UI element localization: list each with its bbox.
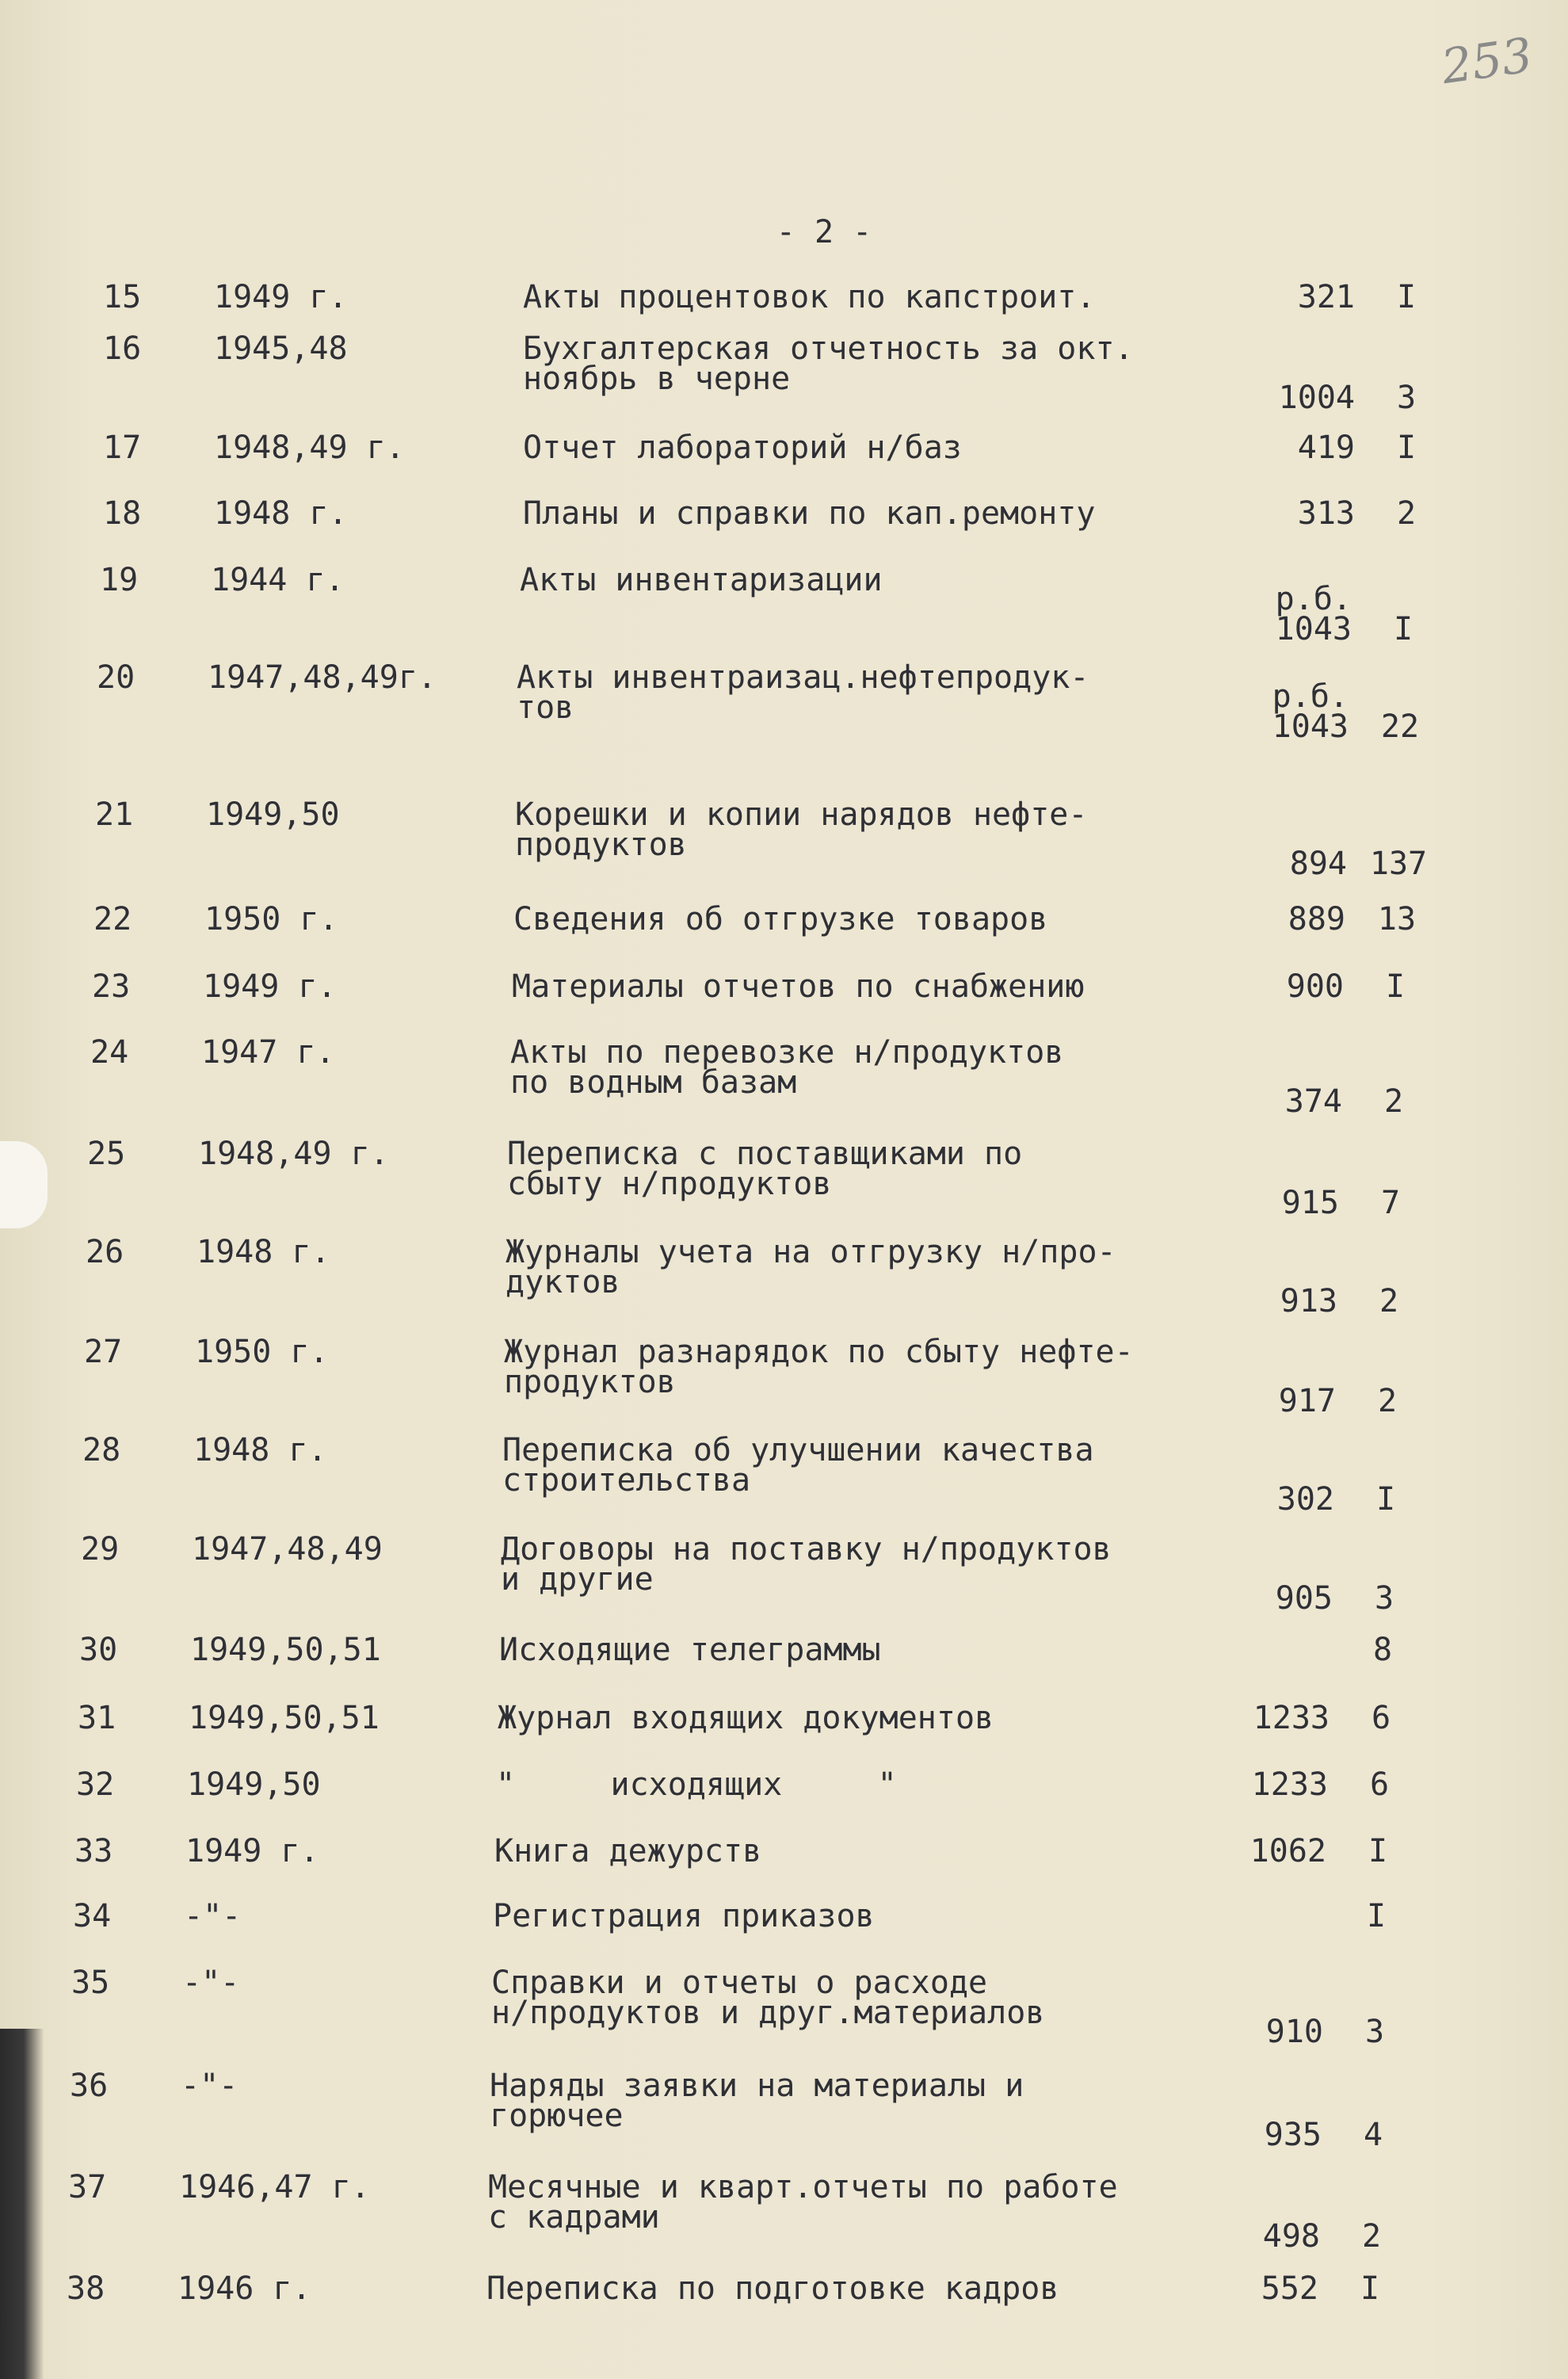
- item-count: I: [1375, 1481, 1396, 1518]
- item-number: 19: [100, 562, 139, 598]
- item-fond: 1062: [1249, 1833, 1326, 1869]
- item-count: I: [1396, 279, 1417, 315]
- scan-edge-shadow: [0, 2029, 44, 2379]
- item-years: 1946,47 г.: [179, 2169, 370, 2205]
- item-fond: 419: [1297, 430, 1355, 466]
- item-fond: 900: [1286, 968, 1344, 1005]
- item-fond: 1043: [1275, 611, 1352, 647]
- item-number: 20: [97, 659, 135, 696]
- item-title: Корешки и копии нарядов нефте-: [515, 796, 1088, 833]
- item-count: 6: [1369, 1766, 1390, 1803]
- item-count: 6: [1371, 1700, 1391, 1736]
- item-fond: 498: [1262, 2218, 1320, 2255]
- item-fond: 313: [1297, 495, 1355, 532]
- item-title: по водным базам: [510, 1064, 797, 1101]
- item-years: 1949,50,51: [190, 1632, 381, 1668]
- item-years: 1946 г.: [177, 2270, 311, 2307]
- item-title: Наряды заявки на материалы и: [490, 2068, 1024, 2104]
- item-number: 33: [74, 1833, 113, 1869]
- item-years: 1949,50: [187, 1766, 321, 1803]
- item-number: 28: [82, 1432, 121, 1468]
- item-number: 16: [103, 330, 142, 367]
- item-title: Переписка с поставщиками по: [507, 1136, 1023, 1172]
- item-count: I: [1396, 430, 1417, 466]
- item-title: Переписка об улучшении качества: [502, 1432, 1094, 1468]
- item-title: сбыту н/продуктов: [507, 1166, 832, 1202]
- item-count: 2: [1396, 495, 1417, 532]
- item-title: Справки и отчеты о расходе: [491, 1965, 988, 2001]
- item-years: 1948 г.: [214, 495, 348, 532]
- item-number: 15: [103, 279, 142, 315]
- item-number: 21: [95, 796, 134, 833]
- item-number: 26: [86, 1234, 124, 1270]
- item-number: 29: [81, 1531, 120, 1568]
- item-count: 2: [1383, 1083, 1404, 1120]
- item-fond: р.б.: [1275, 581, 1352, 617]
- item-title: дуктов: [505, 1264, 620, 1300]
- item-years: 1948,49 г.: [214, 430, 405, 466]
- item-title: Материалы отчетов по снабжению: [512, 968, 1085, 1005]
- item-number: 34: [73, 1898, 112, 1934]
- item-title: Договоры на поставку н/продуктов: [501, 1531, 1112, 1568]
- item-number: 23: [92, 968, 131, 1005]
- item-number: 27: [84, 1334, 123, 1370]
- item-count: 7: [1380, 1185, 1401, 1221]
- item-title: Акты по перевозке н/продуктов: [510, 1034, 1064, 1071]
- item-fond: 1004: [1278, 380, 1355, 416]
- item-number: 22: [93, 901, 132, 937]
- item-count: 13: [1377, 901, 1417, 937]
- item-fond: 1043: [1272, 708, 1349, 745]
- item-number: 30: [79, 1632, 118, 1668]
- item-years: 1950 г.: [195, 1334, 329, 1370]
- item-years: 1949 г.: [214, 279, 348, 315]
- item-title: тов: [517, 689, 574, 726]
- item-years: -"-: [181, 2068, 238, 2104]
- item-fond: 910: [1265, 2014, 1323, 2050]
- item-title: Исходящие телеграммы: [499, 1632, 881, 1668]
- item-fond: 1233: [1253, 1700, 1330, 1736]
- item-number: 32: [76, 1766, 115, 1803]
- item-years: 1949 г.: [185, 1833, 319, 1869]
- item-fond: 552: [1261, 2270, 1318, 2307]
- item-fond: 302: [1276, 1481, 1334, 1518]
- item-years: 1948 г.: [196, 1234, 330, 1270]
- item-number: 25: [87, 1136, 126, 1172]
- item-title: Сведения об отгрузке товаров: [513, 901, 1048, 937]
- item-fond: 321: [1297, 279, 1355, 315]
- item-years: 1950 г.: [204, 901, 338, 937]
- item-number: 24: [90, 1034, 129, 1071]
- item-count: I: [1368, 1833, 1388, 1869]
- archive-sheet-number: 253: [1438, 27, 1536, 96]
- page-number: - 2 -: [776, 214, 872, 250]
- item-title: Месячные и кварт.отчеты по работе: [488, 2169, 1118, 2205]
- item-title: Журналы учета на отгрузку н/про-: [505, 1234, 1116, 1270]
- item-count: 2: [1361, 2218, 1382, 2255]
- item-title: и другие: [501, 1561, 654, 1598]
- item-years: -"-: [184, 1898, 242, 1934]
- item-number: 18: [103, 495, 142, 532]
- item-title: ноябрь в черне: [523, 361, 791, 397]
- item-title: Журнал разнарядок по сбыту нефте-: [504, 1334, 1134, 1370]
- item-count: 4: [1363, 2117, 1383, 2153]
- item-title: горючее: [490, 2098, 624, 2134]
- item-number: 36: [70, 2068, 109, 2104]
- item-fond: р.б.: [1272, 678, 1349, 715]
- item-years: 1948,49 г.: [198, 1136, 389, 1172]
- item-fond: 1233: [1251, 1766, 1328, 1803]
- item-fond: 374: [1284, 1083, 1342, 1120]
- item-title: Акты инвентраизац.нефтепродук-: [517, 659, 1089, 696]
- item-number: 35: [71, 1965, 110, 2001]
- item-title: Журнал входящих документов: [498, 1700, 994, 1736]
- item-number: 31: [78, 1700, 116, 1736]
- item-title: н/продуктов и друг.материалов: [491, 1995, 1045, 2031]
- item-count: 22: [1380, 708, 1420, 745]
- item-years: -"-: [182, 1965, 240, 2001]
- item-title: продуктов: [515, 827, 687, 863]
- item-fond: 889: [1288, 901, 1345, 937]
- item-years: 1947,48,49г.: [208, 659, 437, 696]
- item-count: I: [1393, 611, 1413, 647]
- item-years: 1949,50,51: [189, 1700, 380, 1736]
- item-years: 1945,48: [214, 330, 348, 367]
- item-count: 3: [1364, 2014, 1385, 2050]
- item-title: Переписка по подготовке кадров: [486, 2270, 1059, 2307]
- item-count: 2: [1377, 1383, 1398, 1419]
- item-years: 1948 г.: [193, 1432, 327, 1468]
- item-count: I: [1360, 2270, 1380, 2307]
- item-title: Отчет лабораторий н/баз: [523, 430, 962, 466]
- item-fond: 915: [1281, 1185, 1339, 1221]
- item-years: 1947,48,49: [192, 1531, 383, 1568]
- item-fond: 913: [1280, 1283, 1337, 1319]
- item-years: 1944 г.: [211, 562, 345, 598]
- item-years: 1949 г.: [203, 968, 337, 1005]
- item-count: 8: [1372, 1632, 1393, 1668]
- item-title: Акты процентовок по капстроит.: [523, 279, 1096, 315]
- item-title: Книга дежурств: [494, 1833, 762, 1869]
- item-title: продуктов: [504, 1364, 676, 1400]
- item-count: 137: [1369, 846, 1428, 882]
- item-years: 1947 г.: [201, 1034, 335, 1071]
- item-title: Акты инвентаризации: [520, 562, 883, 598]
- torn-paper-patch: [0, 1141, 48, 1228]
- item-fond: 905: [1275, 1580, 1333, 1617]
- item-title: Бухгалтерская отчетность за окт.: [523, 330, 1134, 367]
- item-title: с кадрами: [488, 2199, 660, 2236]
- item-title: Регистрация приказов: [493, 1898, 875, 1934]
- item-count: I: [1385, 968, 1406, 1005]
- item-title: Планы и справки по кап.ремонту: [523, 495, 1096, 532]
- item-fond: 917: [1278, 1383, 1336, 1419]
- item-number: 37: [68, 2169, 107, 2205]
- item-title: строительства: [502, 1462, 751, 1499]
- item-count: 3: [1374, 1580, 1394, 1617]
- item-years: 1949,50: [206, 796, 340, 833]
- item-number: 17: [103, 430, 142, 466]
- item-number: 38: [67, 2270, 105, 2307]
- item-fond: 894: [1289, 846, 1347, 882]
- item-title: " исходящих ": [496, 1766, 897, 1803]
- item-count: 3: [1396, 380, 1417, 416]
- item-count: 2: [1379, 1283, 1399, 1319]
- item-fond: 935: [1264, 2117, 1322, 2153]
- item-count: I: [1366, 1898, 1387, 1934]
